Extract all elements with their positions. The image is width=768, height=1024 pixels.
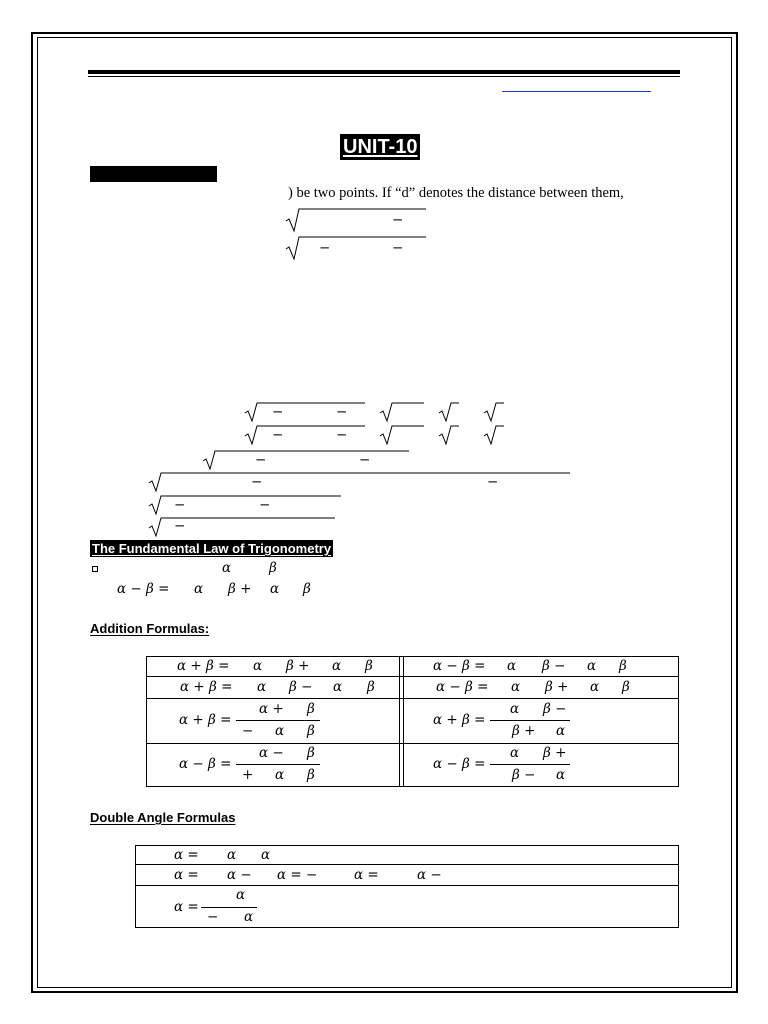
- math-operator: −: [392, 212, 404, 228]
- addition-formulas-heading: Addition Formulas:: [90, 621, 210, 636]
- header-link[interactable]: [502, 91, 651, 92]
- math-expression: α =: [174, 899, 199, 915]
- math-operator: −: [487, 474, 499, 490]
- math-expression: α + β =: [433, 712, 486, 728]
- math-operator: −: [392, 240, 404, 256]
- math-symbol: α: [333, 679, 343, 695]
- fraction-denominator: β +: [512, 723, 536, 739]
- fundamental-law-heading: The Fundamental Law of Trigonometry: [92, 541, 332, 556]
- math-symbol: β: [622, 679, 630, 695]
- math-operator: −: [359, 452, 371, 468]
- math-symbol: α: [511, 679, 521, 695]
- sqrt-sign: [380, 401, 424, 423]
- math-operator: −: [336, 427, 348, 443]
- math-symbol: α: [332, 658, 342, 674]
- math-symbol: β: [367, 679, 375, 695]
- sqrt-sign: [484, 401, 504, 423]
- math-operator: −: [272, 404, 284, 420]
- fraction-denominator: β: [307, 723, 315, 739]
- math-symbol: α: [194, 581, 204, 597]
- bullet-icon: [92, 566, 98, 572]
- unit-title: UNIT-10: [340, 134, 420, 160]
- addition-formulas-table: [146, 656, 679, 787]
- math-symbol: α: [590, 679, 600, 695]
- math-symbol: α: [227, 847, 237, 863]
- fraction-denominator: −: [207, 909, 219, 925]
- math-symbol: α: [253, 658, 263, 674]
- fraction-bar: [236, 720, 320, 721]
- math-symbol: α: [222, 560, 232, 576]
- fraction-denominator: α: [556, 723, 566, 739]
- math-symbol: β −: [542, 658, 566, 674]
- math-symbol: α: [270, 581, 280, 597]
- math-expression: α =: [174, 867, 199, 883]
- math-operator: −: [319, 240, 331, 256]
- math-expression: α + β =: [179, 712, 232, 728]
- table-row-line: [135, 864, 679, 865]
- math-symbol: β: [619, 658, 627, 674]
- math-expression: α − β =: [433, 756, 486, 772]
- math-symbol: α: [507, 658, 517, 674]
- redacted-heading-bar: [90, 166, 217, 182]
- fraction-numerator: β: [307, 745, 315, 761]
- math-operator: −: [255, 452, 267, 468]
- math-symbol: β +: [545, 679, 569, 695]
- math-expression: α − β =: [436, 679, 489, 695]
- math-operator: −: [174, 497, 186, 513]
- math-operator: −: [259, 497, 271, 513]
- fraction-denominator: α: [275, 767, 285, 783]
- math-expression: α + β =: [177, 658, 230, 674]
- fraction-bar: [490, 720, 570, 721]
- sqrt-sign: [286, 235, 426, 261]
- math-expression: α −: [227, 867, 252, 883]
- fraction-denominator: α: [244, 909, 254, 925]
- fraction-denominator: α: [556, 767, 566, 783]
- fraction-numerator: α: [236, 887, 246, 903]
- fraction-numerator: α: [510, 745, 520, 761]
- fraction-bar: [236, 764, 320, 765]
- math-operator: −: [272, 427, 284, 443]
- fraction-denominator: β −: [512, 767, 536, 783]
- math-expression: α + β =: [180, 679, 233, 695]
- sqrt-sign: [286, 207, 426, 233]
- fraction-denominator: β: [307, 767, 315, 783]
- fraction-numerator: β +: [543, 745, 567, 761]
- math-expression: α − β =: [433, 658, 486, 674]
- header-rule-thick: [88, 70, 680, 74]
- header-rule-thin: [88, 76, 680, 77]
- math-expression: α −: [417, 867, 442, 883]
- math-symbol: β −: [289, 679, 313, 695]
- math-expression: α = −: [277, 867, 318, 883]
- fraction-bar: [490, 764, 570, 765]
- math-symbol: α: [587, 658, 597, 674]
- math-expression: α =: [174, 847, 199, 863]
- fraction-bar: [201, 907, 257, 908]
- math-expression: α − β =: [179, 756, 232, 772]
- table-row-line: [135, 885, 679, 886]
- math-symbol: β: [303, 581, 311, 597]
- table-row-line: [146, 676, 679, 677]
- fraction-denominator: +: [242, 767, 254, 783]
- double-angle-heading: Double Angle Formulas: [90, 810, 236, 825]
- math-symbol: β: [269, 560, 277, 576]
- math-symbol: β: [365, 658, 373, 674]
- distance-intro-text: ) be two points. If “d” denotes the distance between them,: [288, 185, 624, 201]
- fraction-denominator: −: [242, 723, 254, 739]
- table-row-line: [146, 743, 679, 744]
- fraction-denominator: α: [275, 723, 285, 739]
- math-symbol: β +: [228, 581, 252, 597]
- math-operator: −: [174, 518, 186, 534]
- sqrt-sign: [380, 424, 424, 446]
- math-symbol: α: [261, 847, 271, 863]
- double-angle-table: [135, 845, 679, 928]
- sqrt-sign: [203, 449, 409, 471]
- sqrt-sign: [484, 424, 504, 446]
- math-operator: −: [336, 404, 348, 420]
- fraction-numerator: α −: [259, 745, 284, 761]
- sqrt-sign: [439, 424, 459, 446]
- fraction-numerator: α: [510, 701, 520, 717]
- math-symbol: β +: [286, 658, 310, 674]
- math-symbol: α: [257, 679, 267, 695]
- fraction-numerator: α +: [259, 701, 284, 717]
- math-operator: −: [251, 474, 263, 490]
- fraction-numerator: β −: [543, 701, 567, 717]
- table-row-line: [146, 698, 679, 699]
- math-expression: α =: [354, 867, 379, 883]
- math-expression: α − β =: [117, 581, 170, 597]
- sqrt-sign: [149, 471, 570, 493]
- fraction-numerator: β: [307, 701, 315, 717]
- sqrt-sign: [439, 401, 459, 423]
